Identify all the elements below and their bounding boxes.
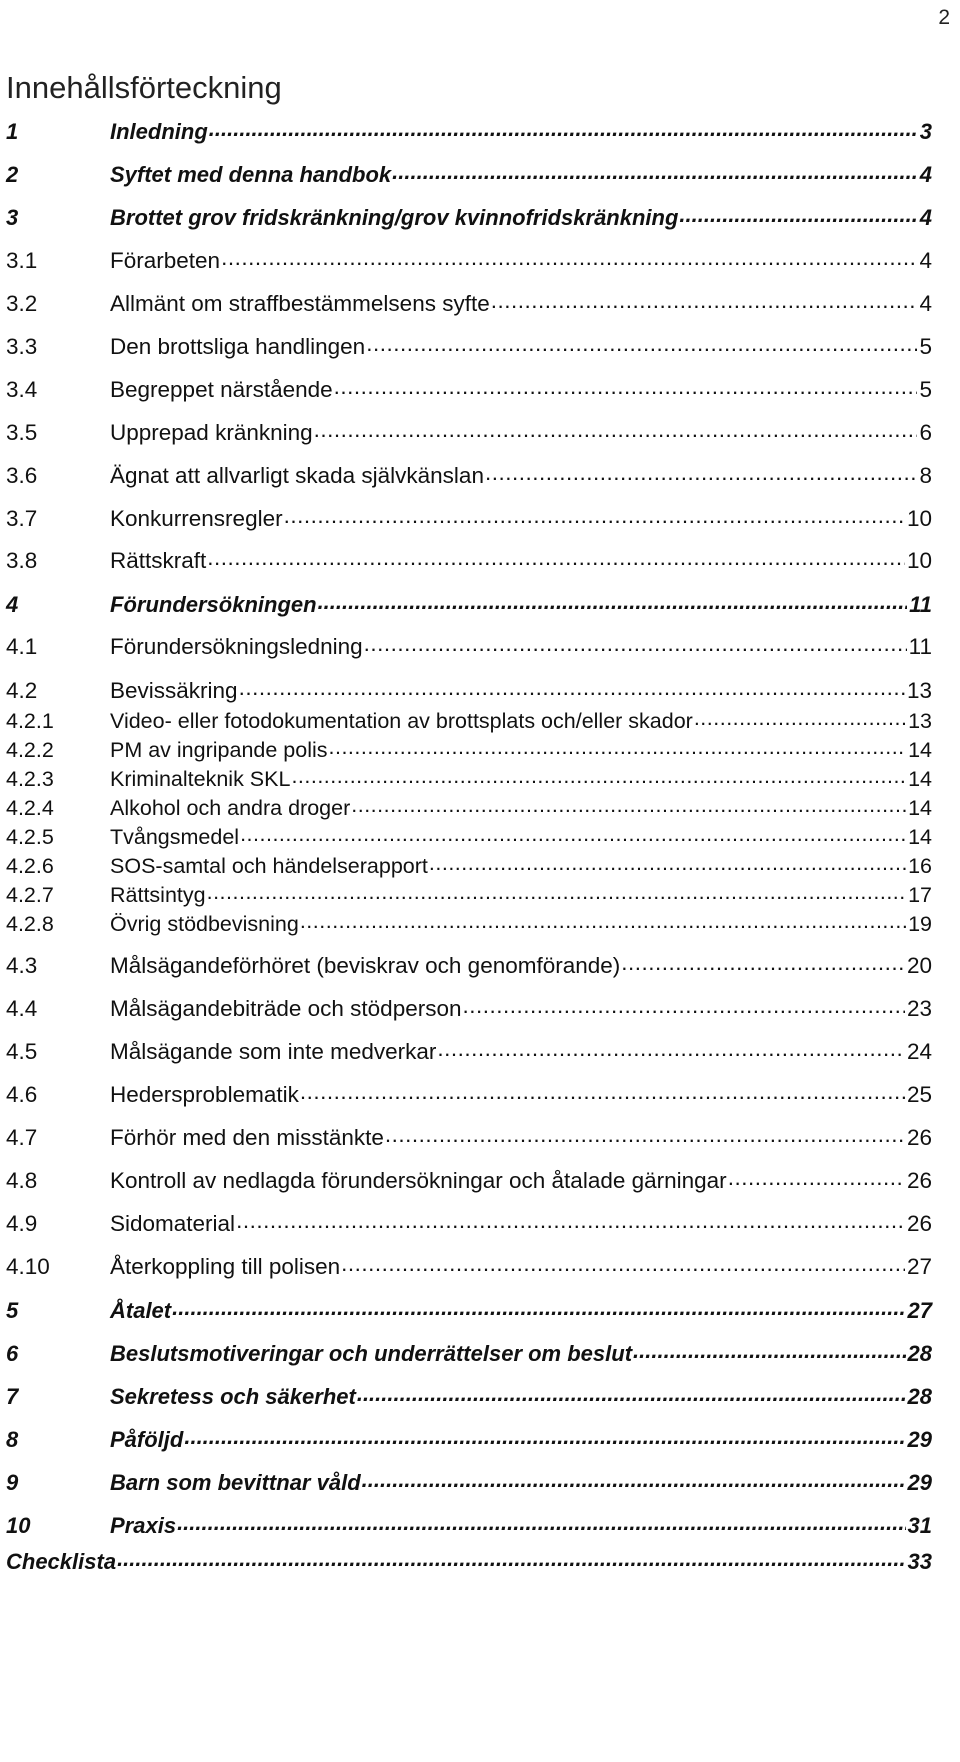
toc-entry-page: 5 xyxy=(919,377,932,403)
toc-entry-title: Inledning xyxy=(110,118,208,144)
toc-entry-title: Bevissäkring xyxy=(110,678,238,704)
toc-entry-page: 25 xyxy=(906,1082,932,1108)
toc-entry-title: Tvångsmedel xyxy=(110,825,240,850)
toc-entry-number: 4.2.4 xyxy=(6,796,54,821)
toc-entry-page: 16 xyxy=(908,854,932,879)
toc-entry-title: Checklista xyxy=(6,1548,117,1574)
toc-entry-page: 17 xyxy=(908,883,932,908)
toc-entry-number: 4.3 xyxy=(6,953,38,979)
toc-entry-number: 4.2 xyxy=(6,678,38,704)
toc-entry-page: 19 xyxy=(908,912,932,937)
toc-entry-page: 27 xyxy=(907,1297,932,1323)
toc-entry-number: 10 xyxy=(6,1512,31,1538)
toc-entry[interactable] xyxy=(6,412,932,446)
toc-entry[interactable] xyxy=(6,1031,932,1065)
toc-heading: Innehållsförteckning xyxy=(6,70,282,105)
toc-entry-page: 4 xyxy=(919,161,932,187)
toc-entry-page: 20 xyxy=(906,953,932,979)
toc-entry[interactable] xyxy=(6,196,932,230)
toc-entry-number: 3.5 xyxy=(6,420,38,446)
dot-leader xyxy=(728,1160,905,1194)
toc-entry[interactable] xyxy=(6,1203,932,1237)
toc-entry-number: 4.5 xyxy=(6,1039,38,1065)
toc-entry-title: Rättskraft xyxy=(110,548,207,574)
toc-entry-title: Hedersproblematik xyxy=(110,1082,299,1108)
toc-entry-number: 4.9 xyxy=(6,1211,38,1237)
toc-entry[interactable] xyxy=(6,153,932,187)
dot-leader xyxy=(437,1031,905,1065)
toc-entry[interactable] xyxy=(6,240,932,274)
toc-entry-page: 13 xyxy=(906,678,932,704)
toc-entry-title: Förarbeten xyxy=(110,248,221,274)
toc-entry-title: Målsägandebiträde och stödperson xyxy=(110,996,462,1022)
toc-entry-number: 4 xyxy=(6,591,19,617)
toc-entry-page: 11 xyxy=(909,591,932,617)
dot-leader xyxy=(209,110,918,144)
toc-entry-title: PM av ingripande polis xyxy=(110,738,328,763)
toc-entry-number: 8 xyxy=(6,1426,19,1452)
toc-entry-page: 29 xyxy=(907,1469,932,1495)
toc-entry-page: 4 xyxy=(919,248,932,274)
dot-leader xyxy=(300,1074,905,1108)
toc-entry-page: 26 xyxy=(906,1211,932,1237)
dot-leader xyxy=(314,412,918,446)
toc-entry[interactable] xyxy=(6,1461,932,1495)
toc-entry-page: 29 xyxy=(907,1426,932,1452)
dot-leader xyxy=(184,1418,905,1452)
toc-entry-title: Syftet med denna handbok xyxy=(110,161,392,187)
toc-entry-title: Rättsintyg xyxy=(110,883,206,908)
toc-entry-title: Övrig stödbevisning xyxy=(110,912,299,937)
toc-entry-page: 10 xyxy=(906,506,932,532)
toc-entry-number: 5 xyxy=(6,1297,19,1323)
toc-entry-number: 4.1 xyxy=(6,634,38,660)
toc-entry-page: 24 xyxy=(906,1039,932,1065)
toc-entry-title: Målsägande som inte medverkar xyxy=(110,1039,437,1065)
toc-entry[interactable] xyxy=(6,945,932,979)
toc-entry-number: 3.3 xyxy=(6,334,38,360)
toc-entry-page: 14 xyxy=(908,738,932,763)
toc-entry-title: Förhör med den misstänkte xyxy=(110,1125,384,1151)
dot-leader xyxy=(679,196,917,230)
toc-entry[interactable] xyxy=(6,1375,932,1409)
toc-entry-number: 4.10 xyxy=(6,1254,50,1280)
dot-leader xyxy=(362,1461,906,1495)
toc-entry-title: Alkohol och andra droger xyxy=(110,796,351,821)
toc-entry-number: 3.1 xyxy=(6,248,38,274)
toc-entry-title: Brottet grov fridskränkning/grov kvinnofridskränkning xyxy=(110,204,679,230)
dot-leader xyxy=(621,945,905,979)
toc-entry-title: Upprepad kränkning xyxy=(110,420,313,446)
page-number: 2 xyxy=(938,6,950,29)
toc-entry[interactable] xyxy=(6,455,932,489)
toc-entry-title: Barn som bevittnar våld xyxy=(110,1469,361,1495)
toc-entry-title: Åtalet xyxy=(110,1297,172,1323)
toc-entry-number: 4.2.2 xyxy=(6,738,54,763)
toc-entry-number: 4.6 xyxy=(6,1082,38,1108)
dot-leader xyxy=(392,153,918,187)
toc-entry-page: 26 xyxy=(906,1168,932,1194)
toc-entry-page: 6 xyxy=(919,420,932,446)
toc-entry-page: 28 xyxy=(907,1340,932,1366)
toc-entry-title: Allmänt om straffbestämmelsens syfte xyxy=(110,291,490,317)
toc-entry-number: 3.6 xyxy=(6,463,38,489)
toc-entry-page: 14 xyxy=(908,767,932,792)
toc-entry[interactable] xyxy=(6,1160,932,1194)
toc-entry-page: 33 xyxy=(907,1548,932,1574)
toc-entry-title: Kriminalteknik SKL xyxy=(110,767,291,792)
toc-entry[interactable] xyxy=(6,988,932,1022)
dot-leader xyxy=(117,1540,905,1574)
dot-leader xyxy=(177,1504,905,1538)
toc-entry[interactable] xyxy=(6,903,932,937)
toc-entry[interactable] xyxy=(6,110,932,144)
dot-leader xyxy=(463,988,905,1022)
toc-entry[interactable] xyxy=(6,540,932,574)
toc-entry[interactable] xyxy=(6,1117,932,1151)
toc-entry[interactable] xyxy=(6,1246,932,1280)
toc-entry-number: 4.4 xyxy=(6,996,38,1022)
toc-entry-page: 14 xyxy=(908,796,932,821)
toc-entry[interactable] xyxy=(6,369,932,403)
toc-entry-title: Konkurrensregler xyxy=(110,506,283,532)
toc-entry-title: Målsägandeförhöret (beviskrav och genomförande) xyxy=(110,953,621,979)
toc-entry-page: 14 xyxy=(908,825,932,850)
toc-entry[interactable] xyxy=(6,498,932,532)
toc-entry-page: 3 xyxy=(919,118,932,144)
toc-entry-number: 4.2.6 xyxy=(6,854,54,879)
toc-entry-number: 3 xyxy=(6,204,19,230)
toc-entry-page: 13 xyxy=(908,709,932,734)
toc-entry[interactable] xyxy=(6,1332,932,1366)
dot-leader xyxy=(366,326,917,360)
dot-leader xyxy=(633,1332,905,1366)
toc-entry-title: Förundersökningsledning xyxy=(110,634,363,660)
dot-leader xyxy=(385,1117,905,1151)
toc-entry-number: 3.4 xyxy=(6,377,38,403)
toc-entry-page: 28 xyxy=(907,1383,932,1409)
toc-entry-page: 5 xyxy=(919,334,932,360)
dot-leader xyxy=(357,1375,906,1409)
toc-entry-number: 4.2.8 xyxy=(6,912,54,937)
toc-entry-page: 26 xyxy=(906,1125,932,1151)
dot-leader xyxy=(318,583,908,617)
toc-entry-number: 7 xyxy=(6,1383,19,1409)
dot-leader xyxy=(491,283,918,317)
toc-entry[interactable] xyxy=(6,626,932,660)
toc-entry-number: 3.7 xyxy=(6,506,38,532)
toc-entry-title: Video- eller fotodokumentation av brottsplats och/eller skador xyxy=(110,709,693,734)
toc-entry-title: Kontroll av nedlagda förundersökningar och åtalade gärningar xyxy=(110,1168,727,1194)
toc-entry-number: 3.8 xyxy=(6,548,38,574)
toc-entry-page: 4 xyxy=(919,291,932,317)
toc-entry-number: 4.2.5 xyxy=(6,825,54,850)
toc-entry[interactable] xyxy=(6,583,932,617)
toc-entry-title: Praxis xyxy=(110,1512,177,1538)
toc-entry-title: Påföljd xyxy=(110,1426,184,1452)
toc-entry[interactable] xyxy=(6,1540,932,1574)
toc-entry-title: Förundersökningen xyxy=(110,591,317,617)
dot-leader xyxy=(364,626,907,660)
toc-entry-number: 9 xyxy=(6,1469,19,1495)
toc-entry-number: 2 xyxy=(6,161,19,187)
toc-entry[interactable] xyxy=(6,1418,932,1452)
dot-leader xyxy=(300,903,906,937)
toc-entry-page: 23 xyxy=(906,996,932,1022)
toc-entry-number: 4.2.3 xyxy=(6,767,54,792)
toc-entry-page: 31 xyxy=(907,1512,932,1538)
toc-entry-number: 6 xyxy=(6,1340,19,1366)
toc-entry[interactable] xyxy=(6,283,932,317)
toc-entry-title: Återkoppling till polisen xyxy=(110,1254,341,1280)
toc-entry-page: 10 xyxy=(906,548,932,574)
toc-entry-title: SOS-samtal och händelserapport xyxy=(110,854,428,879)
dot-leader xyxy=(284,498,905,532)
toc-entry-page: 11 xyxy=(908,634,932,660)
dot-leader xyxy=(334,369,918,403)
toc-entry[interactable] xyxy=(6,670,932,704)
dot-leader xyxy=(236,1203,905,1237)
toc-entry-title: Sidomaterial xyxy=(110,1211,236,1237)
toc-entry[interactable] xyxy=(6,1504,932,1538)
toc-entry-title: Begreppet närstående xyxy=(110,377,333,403)
dot-leader xyxy=(341,1246,905,1280)
toc-entry-number: 4.2.1 xyxy=(6,709,54,734)
toc-entry-title: Sekretess och säkerhet xyxy=(110,1383,356,1409)
toc-entry-page: 8 xyxy=(919,463,932,489)
toc-entry-title: Beslutsmotiveringar och underrättelser om beslut xyxy=(110,1340,633,1366)
toc-entry-page: 27 xyxy=(906,1254,932,1280)
dot-leader xyxy=(485,455,918,489)
toc-entry-title: Den brottsliga handlingen xyxy=(110,334,366,360)
toc-entry-number: 1 xyxy=(6,118,19,144)
toc-entry-number: 4.8 xyxy=(6,1168,38,1194)
toc-entry[interactable] xyxy=(6,1289,932,1323)
toc-entry-number: 4.7 xyxy=(6,1125,38,1151)
toc-entry[interactable] xyxy=(6,326,932,360)
dot-leader xyxy=(207,540,905,574)
toc-entry-number: 3.2 xyxy=(6,291,38,317)
toc-entry[interactable] xyxy=(6,1074,932,1108)
dot-leader xyxy=(239,670,905,704)
toc-entry-number: 4.2.7 xyxy=(6,883,54,908)
dot-leader xyxy=(172,1289,905,1323)
toc-entry-page: 4 xyxy=(919,204,932,230)
dot-leader xyxy=(221,240,917,274)
toc-entry-title: Ägnat att allvarligt skada självkänslan xyxy=(110,463,484,489)
